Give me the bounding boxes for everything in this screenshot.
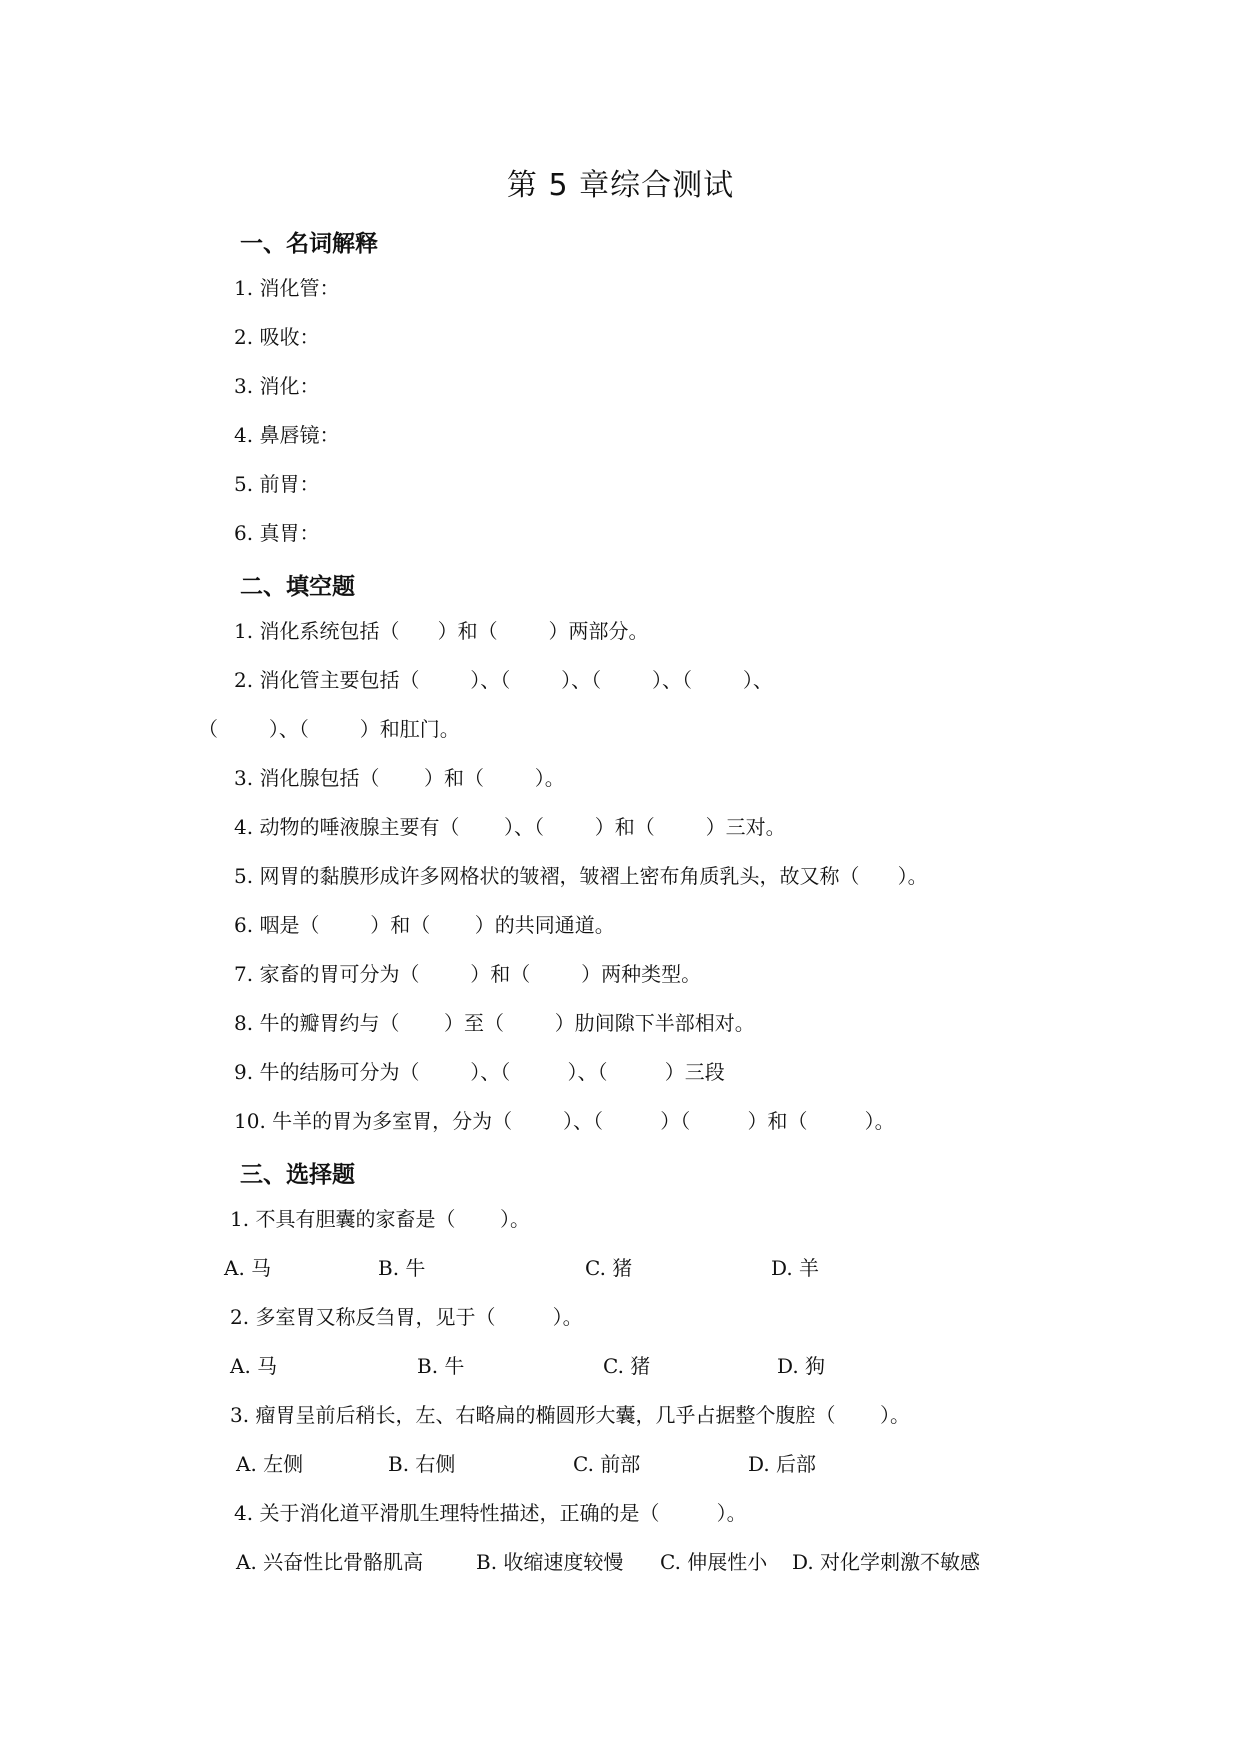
fill-in-line: 4. 动物的唾液腺主要有（ ）、（ ）和（ ）三对。 <box>234 815 786 839</box>
question-stem: 1. 不具有胆囊的家畜是（ ）。 <box>230 1207 530 1231</box>
section-heading-choice: 三、选择题 <box>240 1162 355 1188</box>
fill-in-line: 1. 消化系统包括（ ）和（ ）两部分。 <box>234 619 649 643</box>
fill-in-line: 7. 家畜的胃可分为（ ）和（ ）两种类型。 <box>234 962 702 986</box>
option-b: B. 收缩速度较慢 <box>476 1550 624 1574</box>
fill-in-line: 5. 网胃的黏膜形成许多网格状的皱褶，皱褶上密布角质乳头，故又称（ ）。 <box>234 864 928 888</box>
page-title: 第 5 章综合测试 <box>506 168 735 203</box>
option-b: B. 牛 <box>378 1256 426 1280</box>
section-heading-fill-in: 二、填空题 <box>240 574 355 600</box>
section-heading-definitions: 一、名词解释 <box>240 231 378 257</box>
fill-in-line: 2. 消化管主要包括（ ）、（ ）、（ ）、（ ）、 <box>234 668 773 692</box>
option-c: C. 前部 <box>573 1452 641 1476</box>
fill-in-line: 3. 消化腺包括（ ）和（ ）。 <box>234 766 565 790</box>
definition-item: 4. 鼻唇镜： <box>234 423 340 447</box>
definition-item: 2. 吸收： <box>234 325 320 349</box>
fill-in-line: 8. 牛的瓣胃约与（ ）至（ ）肋间隙下半部相对。 <box>234 1011 755 1035</box>
option-a: A. 兴奋性比骨骼肌高 <box>236 1550 424 1574</box>
option-c: C. 猪 <box>585 1256 633 1280</box>
question-stem: 4. 关于消化道平滑肌生理特性描述，正确的是（ ）。 <box>234 1501 747 1525</box>
question-stem: 2. 多室胃又称反刍胃，见于（ ）。 <box>230 1305 583 1329</box>
definition-item: 5. 前胃： <box>234 472 320 496</box>
fill-in-line: 9. 牛的结肠可分为（ ）、（ ）、（ ）三段 <box>234 1060 725 1084</box>
definition-item: 3. 消化： <box>234 374 320 398</box>
question-stem: 3. 瘤胃呈前后稍长，左、右略扁的椭圆形大囊，几乎占据整个腹腔（ ）。 <box>230 1403 910 1427</box>
option-a: A. 马 <box>230 1354 278 1378</box>
option-b: B. 右侧 <box>388 1452 456 1476</box>
option-c: C. 伸展性小 <box>660 1550 768 1574</box>
fill-in-line: 10. 牛羊的胃为多室胃，分为（ ）、（ ）（ ）和（ ）。 <box>234 1109 895 1133</box>
option-b: B. 牛 <box>417 1354 465 1378</box>
option-a: A. 左侧 <box>236 1452 304 1476</box>
option-d: D. 狗 <box>777 1354 826 1378</box>
definition-item: 6. 真胃： <box>234 521 320 545</box>
option-c: C. 猪 <box>603 1354 651 1378</box>
option-a: A. 马 <box>224 1256 272 1280</box>
definition-item: 1. 消化管： <box>234 276 340 300</box>
fill-in-line: 6. 咽是（ ）和（ ）的共同通道。 <box>234 913 615 937</box>
option-d: D. 后部 <box>748 1452 817 1476</box>
option-d: D. 羊 <box>771 1256 820 1280</box>
fill-in-line: （ ）、（ ）和肛门。 <box>198 717 460 741</box>
option-d: D. 对化学刺激不敏感 <box>792 1550 981 1574</box>
